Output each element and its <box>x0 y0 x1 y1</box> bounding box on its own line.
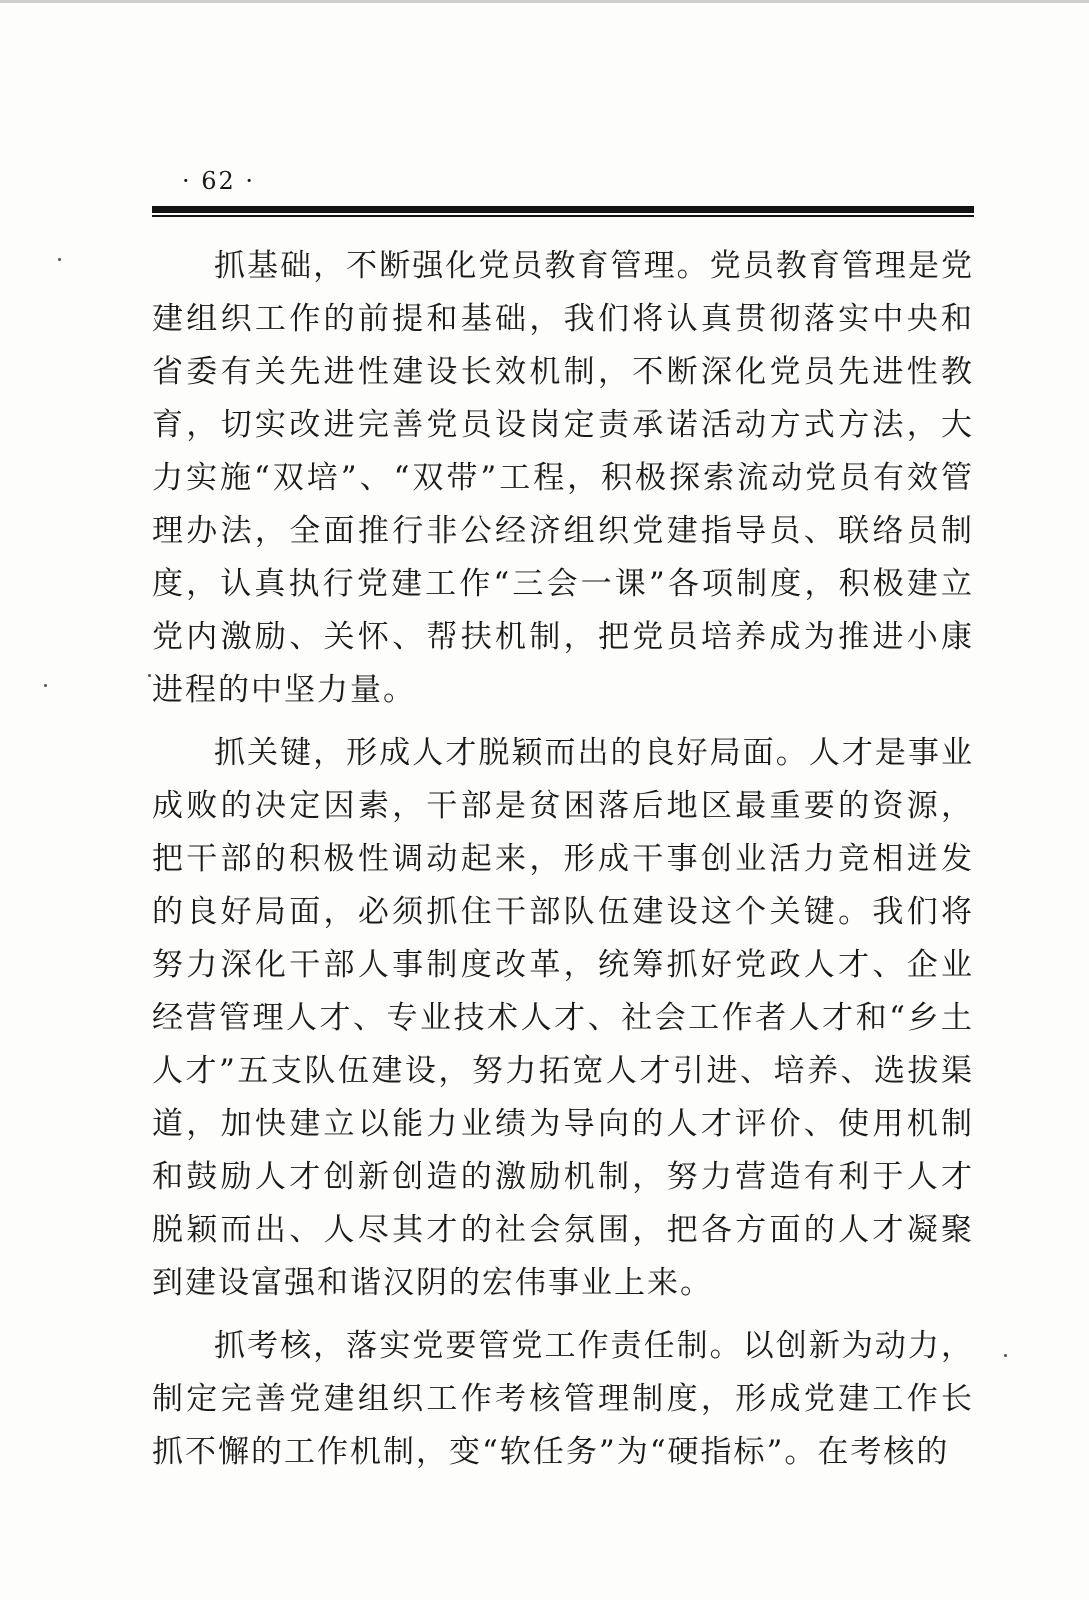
page-number: · 62 · <box>182 167 256 195</box>
paragraph-party-member-education: 抓基础，不断强化党员教育管理。党员教育管理是党建组织工作的前提和基础，我们将认真贯彻落实中央和省委有关先进性建设长效机制，不断深化党员先进性教育，切实改进完善党员设岗定责承诺活动方式方法，大力实施“双培”、“双带”工程，积极探索流动党员有效管理办法，全面推行非公经济组织党建指导员、联络员制度，认真执行党建工作“三会一课”各项制度，积极建立党内激励、关怀、帮扶机制，把党员培养成为推进小康进程的中坚力量。 <box>152 248 974 708</box>
scan-speck <box>148 674 151 677</box>
paragraph-talent-development: 抓关键，形成人才脱颖而出的良好局面。人才是事业成败的决定因素，干部是贫困落后地区最重要的资源，把干部的积极性调动起来，形成干事创业活力竞相迸发的良好局面，必须抓住干部队伍建设这个关键。我们将努力深化干部人事制度改革，统筹抓好党政人才、企业经营管理人才、专业技术人才、社会工作者人才和“乡土人才”五支队伍建设，努力拓宽人才引进、培养、选拔渠道，加快建立以能力业绩为导向的人才评价、使用机制和鼓励人才创新创造的激励机制，努力营造有利于人才脱颖而出、人尽其才的社会氛围，把各方面的人才凝聚到建设富强和谐汉阴的宏伟事业上来。 <box>152 735 974 1301</box>
paragraph-assessment: 抓考核，落实党要管党工作责任制。以创新为动力，制定完善党建组织工作考核管理制度，形成党建工作长抓不懈的工作机制，变“软任务”为“硬指标”。在考核的 <box>152 1328 974 1470</box>
scan-speck <box>1004 1354 1007 1357</box>
header-rule-thin <box>152 215 974 217</box>
scan-speck <box>44 684 47 687</box>
body-text <box>152 240 974 1489</box>
header-rule-thick <box>152 206 974 213</box>
scan-speck <box>58 258 61 261</box>
page-top-edge <box>0 0 1089 3</box>
page-header <box>152 166 974 196</box>
